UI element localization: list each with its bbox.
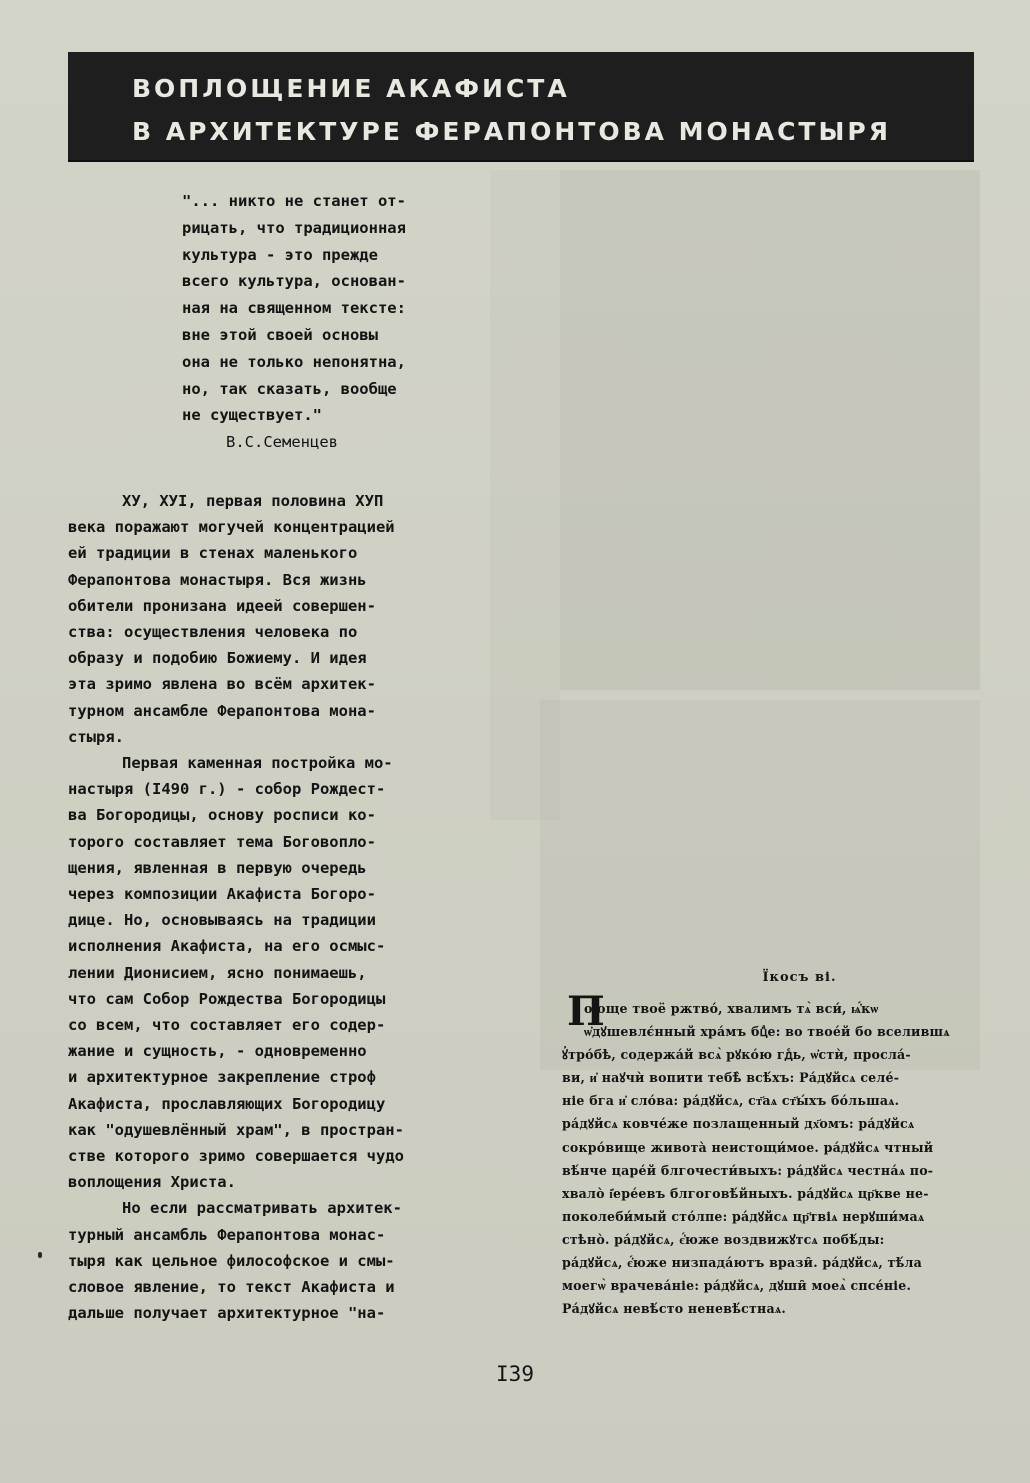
body-line: дальше получает архитектурное "на- [68, 1304, 386, 1323]
body-line: эта зримо явлена во всём архитек- [68, 675, 376, 694]
ikos-line: поколеби́мый сто́лпе: ра́дꙋйсѧ цр҃твіѧ нерꙋши́маѧ [562, 1208, 925, 1224]
church-slavonic-excerpt [562, 970, 987, 1320]
ikos-line: хвало̀ і҆ере́евъ блгоговѣ́йныхъ. ра́дꙋйсѧ цр҃кве не- [562, 1185, 929, 1201]
ikos-line: вѣ́нче царе́й блгочести́выхъ: ра́дꙋйсѧ честна́ѧ по- [562, 1162, 934, 1178]
ikos-line: ра́дꙋйсѧ, є҆́юже низпада́ютъ врази̑. ра́дꙋйсѧ, тѣ́ла [562, 1255, 923, 1271]
body-line: что сам Собор Рождества Богородицы [68, 989, 386, 1008]
body-line: дице. Но, основываясь на традиции [68, 911, 376, 930]
body-line: стве которого зримо совершается чудо [68, 1147, 404, 1166]
epigraph-line: вне этой своей основы [182, 325, 378, 344]
body-line: и архитектурное закрепление строф [68, 1068, 376, 1087]
ikos-line: стѣно̀. ра́дꙋйсѧ, є҆́юже воздвижꙋтсѧ побѣ́ды: [562, 1231, 885, 1247]
ikos-title: Їкосъ ві. [762, 970, 837, 985]
body-line: словое явление, то текст Акафиста и [68, 1278, 395, 1297]
body-line: обители пронизана идеей совершен- [68, 596, 376, 615]
ikos-line: сокро́вище живота̀ неистощи́мое. ра́дꙋйсѧ чтный [562, 1139, 934, 1155]
epigraph-author: В.С.Семенцев [226, 433, 338, 452]
body-line: образу и подобию Божиему. И идея [68, 649, 367, 668]
print-speck [38, 1252, 42, 1258]
body-text [68, 488, 488, 1327]
body-line: ва Богородицы, основу росписи ко- [68, 806, 376, 825]
body-line: ства: осуществления человека по [68, 623, 358, 642]
dropcap-letter: П [567, 988, 605, 1035]
ikos-line: ра́дꙋйсѧ ковче́же позлащенный дх҃омъ: ра́дꙋйсѧ [562, 1116, 915, 1132]
body-line: жание и сущность, - одновременно [68, 1042, 367, 1061]
epigraph-line: культура - это прежде [182, 245, 378, 264]
body-line: со всем, что составляет его содер- [68, 1016, 386, 1035]
ikos-line: оюще твоё ржтво́, хвалимъ тѧ̀ вси́, ѩ҆́кѡ [584, 1001, 879, 1016]
epigraph-line: она не только непонятна, [182, 352, 406, 371]
article-title-line1: ВОПЛОЩЕНИЕ АКАФИСТА [132, 74, 570, 103]
body-line: ей традиции в стенах маленького [68, 544, 358, 563]
body-line: Акафиста, прославляющих Богородицу [68, 1094, 386, 1113]
body-line: турный ансамбль Ферапонтова монас- [68, 1225, 386, 1244]
body-line: настыря (I490 г.) - собор Рождест- [68, 780, 386, 799]
body-line: воплощения Христа. [68, 1173, 236, 1192]
body-line: торого составляет тема Боговопло- [68, 832, 376, 851]
body-line: века поражают могучей концентрацией [68, 518, 395, 537]
epigraph-line: всего культура, основан- [182, 272, 406, 291]
body-line: исполнения Акафиста, на его осмыс- [68, 937, 386, 956]
body-line: ХУ, ХУI, первая половина ХУП [122, 492, 384, 510]
epigraph-line: ная на священном тексте: [182, 299, 406, 318]
body-line: щения, явленная в первую очередь [68, 858, 367, 877]
show-through-illustration [490, 170, 560, 820]
body-line: стыря. [68, 727, 124, 746]
body-line: тыря как цельное философское и смы- [68, 1251, 395, 1270]
ikos-line: ѡ҆дꙋшевлє́нный хра́мъ бцⷣе: во твое́й бо вселившѧ [584, 1024, 950, 1040]
show-through-text-area [560, 170, 980, 690]
ikos-line: моегѡ̀ врачева́ніе: ра́дꙋйсѧ, дꙋши̑ моеѧ̀ спсе́ніе. [562, 1278, 912, 1294]
body-line: Но если рассматривать архитек- [122, 1199, 402, 1218]
body-line: Ферапонтова монастыря. Вся жизнь [68, 570, 367, 589]
body-line: турном ансамбле Ферапонтова мона- [68, 701, 376, 720]
ikos-line: Ра́дꙋйсѧ невѣ́сто неневѣ́стнаѧ. [562, 1301, 786, 1317]
ikos-text [562, 988, 987, 1320]
ikos-line: ви, и҆ наꙋчѝ вопити тебѣ̀ всѣ́хъ: Ра́дꙋйсѧ селе́- [562, 1070, 900, 1086]
epigraph-line: "... никто не станет от- [182, 192, 406, 210]
epigraph-line: не существует." [182, 406, 322, 425]
body-line: как "одушевлённый храм", в простран- [68, 1120, 404, 1139]
body-line: Первая каменная постройка мо- [122, 754, 393, 773]
ikos-line: ніе бга и҆ сло́ва: ра́дꙋйсѧ, ст҃аѧ ст҃ы́хъ бо́льшаѧ. [562, 1093, 900, 1109]
epigraph-line: но, так сказать, вообще [182, 379, 397, 398]
page-number: I39 [496, 1362, 534, 1386]
epigraph [182, 188, 474, 456]
ikos-line: ꙋ҆тро́бѣ, содержа́й всѧ̀ рꙋко́ю гдⷭь, ѡ҆стѝ, просла́- [562, 1047, 911, 1063]
article-title-line2: В АРХИТЕКТУРЕ ФЕРАПОНТОВА МОНАСТЫРЯ [132, 117, 891, 146]
epigraph-line: рицать, что традиционная [182, 218, 406, 237]
body-line: через композиции Акафиста Богоро- [68, 885, 376, 904]
body-line: лении Дионисием, ясно понимаешь, [68, 963, 367, 982]
